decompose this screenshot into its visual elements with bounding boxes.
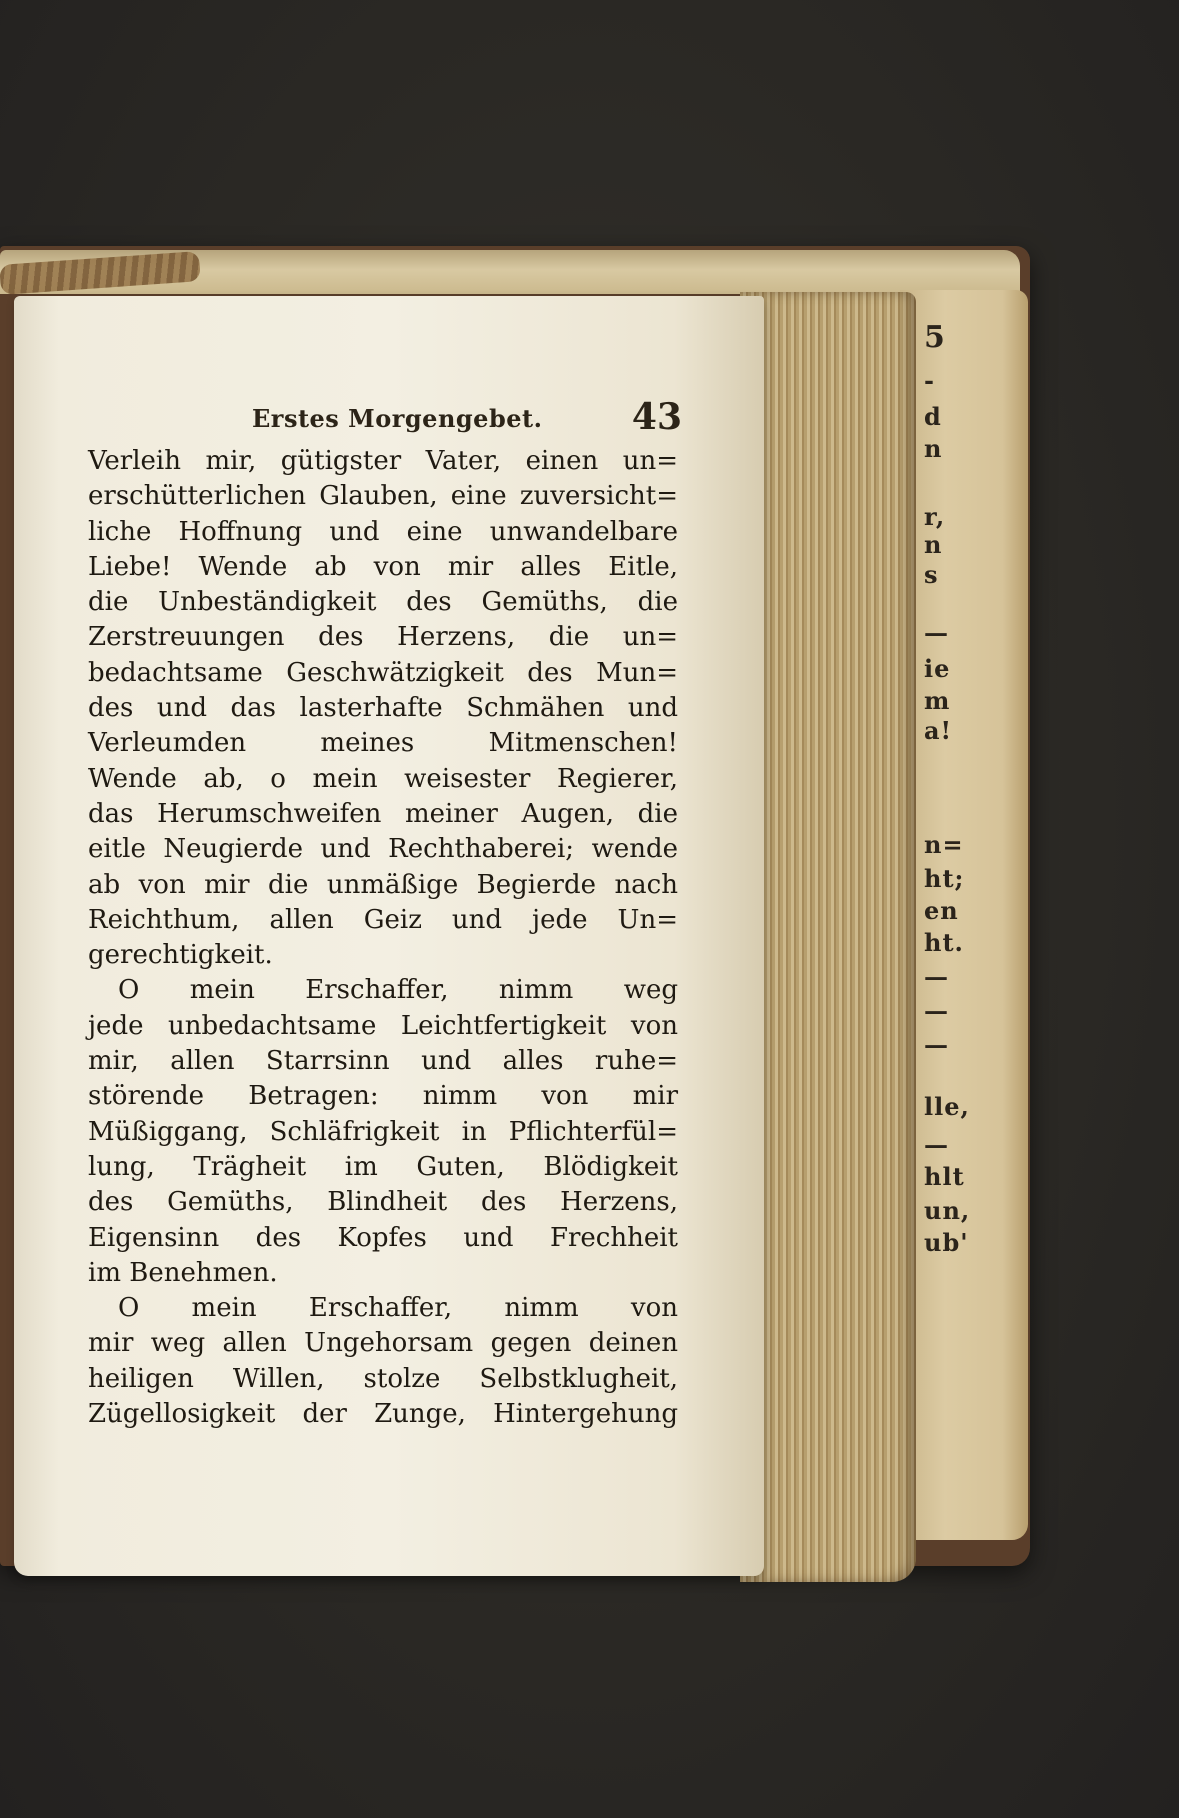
text-line: Liebe! Wende ab von mir alles Eitle, <box>88 551 678 582</box>
text-line: im Benehmen. <box>88 1257 278 1288</box>
facing-page-fragment: — <box>924 1030 949 1059</box>
page-body-text <box>88 444 688 1432</box>
facing-page-fragment: r, <box>924 502 946 531</box>
text-line: mir, allen Starrsinn und alles ruhe= <box>88 1046 678 1077</box>
facing-page-fragment: n= <box>924 830 964 859</box>
facing-page-fragment: 5 <box>924 320 946 355</box>
facing-page-fragment: ub' <box>924 1228 969 1257</box>
facing-page-fragment: — <box>924 962 949 991</box>
text-line: Verleumden meines Mitmenschen! <box>88 728 678 759</box>
facing-page-fragment: ht; <box>924 864 965 893</box>
text-line: das Herumschweifen meiner Augen, die <box>88 798 678 829</box>
facing-page-fragment: - <box>924 366 935 395</box>
page-stack-edge <box>740 292 916 1582</box>
facing-page-fragment: — <box>924 618 949 647</box>
text-line: Müßiggang, Schläfrigkeit in Pflichterfül= <box>88 1116 678 1147</box>
text-line: lung, Trägheit im Guten, Blödigkeit <box>88 1151 678 1182</box>
facing-page-fragment: d <box>924 402 942 431</box>
facing-page-fragment: — <box>924 996 949 1025</box>
text-line: des und das lasterhafte Schmähen und <box>88 693 678 724</box>
text-line: störende Betragen: nimm von mir <box>88 1081 678 1112</box>
facing-page-fragment: n <box>924 434 943 463</box>
text-line: erschütterlichen Glauben, eine zuversicht= <box>88 481 678 512</box>
text-line: Zerstreuungen des Herzens, die un= <box>88 622 678 653</box>
text-line: Reichthum, allen Geiz und jede Un= <box>88 904 678 935</box>
text-line: liche Hoffnung und eine unwandelbare <box>88 516 678 547</box>
page-number: 43 <box>631 396 682 438</box>
text-line: Eigensinn des Kopfes und Frechheit <box>88 1222 678 1253</box>
facing-page-fragment: ie <box>924 654 951 683</box>
book-page <box>14 296 764 1576</box>
facing-page-fragment: lle, <box>924 1092 970 1121</box>
facing-page-fragment: hlt <box>924 1162 965 1191</box>
running-title: Erstes Morgengebet. <box>252 404 543 433</box>
facing-page-fragment: m <box>924 686 951 715</box>
facing-page-fragment: ht. <box>924 928 964 957</box>
text-line: ab von mir die unmäßige Begierde nach <box>88 869 678 900</box>
text-line: Verleih mir, gütigster Vater, einen un= <box>88 446 678 476</box>
facing-page-fragment: en <box>924 896 959 925</box>
facing-page-fragment: un, <box>924 1196 971 1225</box>
text-line: die Unbeständigkeit des Gemüths, die <box>88 587 678 618</box>
text-line: Zügellosigkeit der Zunge, Hintergehung <box>88 1399 678 1430</box>
text-line: mir weg allen Ungehorsam gegen deinen <box>88 1328 678 1359</box>
text-line: gerechtigkeit. <box>88 940 273 971</box>
text-line: O mein Erschaffer, nimm weg <box>118 975 678 1006</box>
facing-page-fragment: — <box>924 1130 949 1159</box>
text-line: jede unbedachtsame Leichtfertigkeit von <box>88 1010 678 1041</box>
text-line: O mein Erschaffer, nimm von <box>118 1293 678 1324</box>
facing-page-fragment: s <box>924 560 939 589</box>
text-line: eitle Neugierde und Rechthaberei; wende <box>88 834 678 865</box>
text-line: heiligen Willen, stolze Selbstklugheit, <box>88 1363 678 1394</box>
facing-page-fragment: a! <box>924 716 953 745</box>
text-line: Wende ab, o mein weisester Regierer, <box>88 763 678 794</box>
facing-page <box>900 290 1028 1540</box>
text-line: bedachtsame Geschwätzigkeit des Mun= <box>88 657 678 688</box>
facing-page-fragment: n <box>924 530 943 559</box>
text-line: des Gemüths, Blindheit des Herzens, <box>88 1187 678 1218</box>
